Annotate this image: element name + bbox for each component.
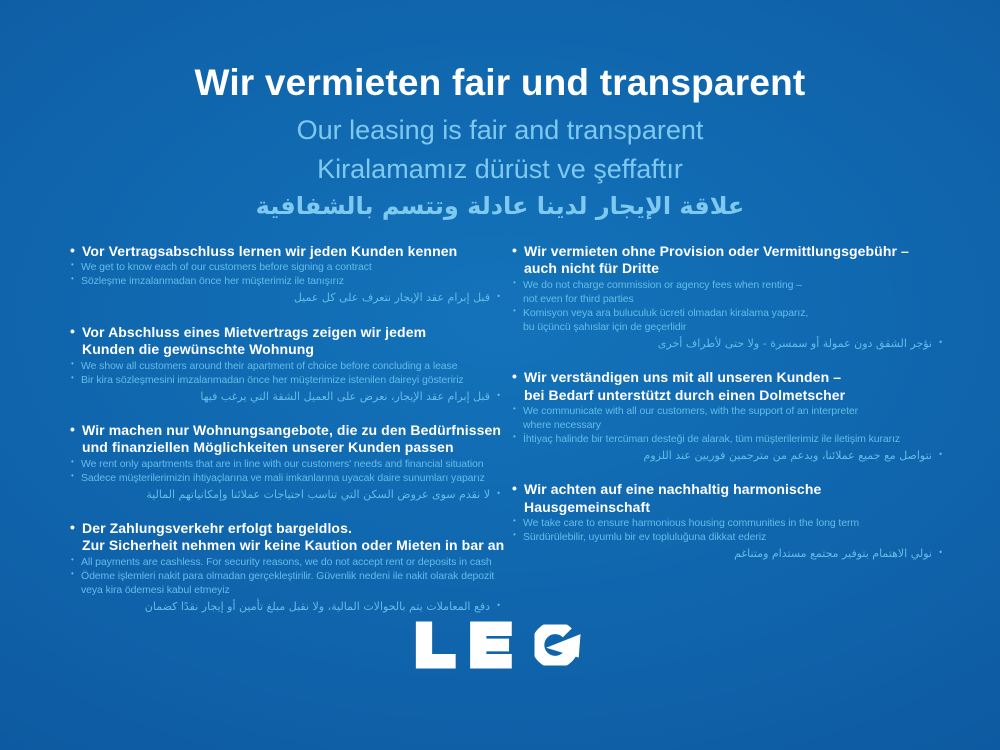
heading-german-line-text: Vor Abschluss eines Mietvertrags zeigen wir jedem — [82, 323, 427, 340]
right-column — [512, 243, 944, 632]
text-english-line-text: where necessary — [523, 419, 601, 432]
text-turkish-line-text: Ödeme işlemleri nakit para olmadan gerçekleştirilir. Güvenlik nedeni ile nakit olarak depozit — [81, 569, 495, 582]
heading-german-line-text: bei Bedarf unterstützt durch einen Dolmetscher — [524, 386, 846, 403]
bullet-icon: • — [512, 480, 518, 497]
title-german: Wir vermieten fair und transparent — [194, 62, 806, 103]
bullet-icon: • — [496, 292, 501, 302]
bullet-icon: • — [512, 242, 518, 258]
heading-german-line-text: Wir achten auf eine nachhaltig harmonische — [524, 481, 822, 498]
bullet-icon: • — [496, 600, 501, 610]
text-english-line-text: We show all customers around their apartment of choice before concluding a lease — [81, 359, 458, 372]
heading-german-line-text: auch nicht für Dritte — [524, 260, 660, 277]
heading-german-line — [70, 422, 502, 439]
heading-german-line-text: Wir machen nur Wohnungsangebote, die zu den Bedürfnissen — [82, 421, 502, 438]
bullet-icon: • — [71, 274, 74, 284]
bullet-icon: • — [70, 322, 76, 339]
bullet-icon: • — [938, 548, 943, 558]
heading-german-line-text: und finanziellen Möglichkeiten unserer Kunden passen — [82, 439, 454, 456]
heading-german-line — [70, 520, 502, 537]
text-arabic-line-text: دفع المعاملات يتم بالحوالات المالية، ولا نقبل مبلغ تأمين أو إيجار نقدًا كضمان — [144, 599, 490, 613]
text-english-line — [512, 292, 944, 306]
text-arabic-line — [70, 291, 502, 305]
text-arabic-line-text: نتواصل مع جميع عملائنا، وبدعم من مترجمين فوريين عند اللزوم — [643, 449, 932, 463]
text-arabic-line — [70, 390, 502, 404]
text-english-line-text: We rent only apartments that are in line with our customers' needs and financial situation — [81, 457, 484, 470]
text-turkish-line — [512, 432, 944, 446]
text-arabic-line — [70, 488, 502, 502]
text-arabic-line — [512, 337, 944, 351]
text-english-line — [512, 278, 944, 292]
bullet-icon: • — [938, 337, 943, 347]
bullet-icon: • — [513, 530, 516, 540]
bullet-icon: • — [70, 242, 76, 258]
left-column — [70, 242, 505, 632]
text-arabic-line-text: قبل إبرام عقد الإيجار نتعرف على كل عميل — [293, 291, 490, 305]
text-english-line — [512, 404, 944, 418]
bullet-item — [512, 369, 944, 463]
text-turkish-line — [70, 373, 502, 387]
text-turkish-line-text: Sözleşme imzalanmadan önce her müşterimiz ile tanışırız — [81, 275, 344, 288]
text-arabic-line-text: لا نقدم سوى عروض السكن التي تناسب احتياجات عملائنا وإمكانياتهم المالية — [146, 487, 490, 501]
heading-german-line — [512, 243, 944, 260]
heading-german-line — [70, 324, 502, 341]
bullet-icon: • — [513, 516, 516, 526]
bullet-icon: • — [513, 305, 516, 315]
bullet-icon: • — [71, 470, 74, 480]
text-english-line — [70, 359, 502, 373]
heading-german-line — [70, 537, 505, 554]
heading-german-line — [512, 260, 944, 277]
text-english-line-text: All payments are cashless. For security reasons, we do not accept rent or deposits in cash — [81, 555, 492, 568]
text-english-line — [512, 516, 944, 530]
text-turkish-line-text: Bir kira sözleşmesini imzalanmadan önce her müşterimize istenilen daireyi gösteririz — [81, 373, 464, 386]
text-arabic-line-text: نولي الاهتمام بتوفير مجتمع مستدام ومتناغم — [734, 547, 932, 561]
heading-german-line — [70, 341, 502, 358]
bullet-icon: • — [71, 260, 74, 270]
text-english-line — [512, 418, 944, 432]
bullet-item — [512, 481, 944, 561]
bullet-item — [70, 519, 505, 614]
title-arabic: علاقة الإيجار لدينا عادلة وتتسم بالشفافية — [255, 192, 745, 220]
bullet-icon: • — [938, 450, 943, 460]
bullet-icon: • — [512, 368, 518, 385]
bullet-icon: • — [513, 432, 516, 442]
text-turkish-line — [70, 569, 502, 583]
text-english-line — [70, 457, 502, 471]
text-turkish-line — [512, 306, 944, 320]
bullet-columns — [70, 243, 944, 632]
title-turkish: Kiralamamız dürüst ve şeffaftır — [317, 154, 683, 184]
text-arabic-line — [512, 449, 944, 463]
bullet-icon: • — [71, 456, 74, 466]
text-turkish-line-text: veya kira ödemesi kabul etmeyiz — [81, 583, 230, 596]
text-turkish-line-text: Sürdürülebilir, uyumlu bir ev topluluğuna dikkat ederiz — [523, 531, 767, 544]
bullet-item — [70, 422, 502, 502]
heading-german-line — [512, 387, 944, 404]
heading-german-line — [70, 439, 502, 456]
heading-german-line-text: Hausgemeinschaft — [524, 498, 651, 515]
bullet-item — [70, 243, 502, 306]
bullet-icon: • — [71, 358, 74, 368]
heading-german-line — [512, 499, 944, 516]
text-turkish-line-text: Komisyon veya ara buluculuk ücreti olmadan kiralama yaparız, — [523, 306, 809, 319]
bullet-icon: • — [496, 390, 501, 400]
bullet-icon: • — [496, 488, 501, 498]
heading-german-line-text: Kunden die gewünschte Wohnung — [82, 341, 315, 358]
text-english-line-text: We do not charge commission or agency fees when renting – — [523, 278, 802, 291]
text-english-line-text: not even for third parties — [523, 292, 634, 305]
heading-german-line-text: Der Zahlungsverkehr erfolgt bargeldlos. — [82, 520, 352, 537]
heading-german-line — [512, 481, 944, 498]
text-english-line — [70, 555, 502, 569]
text-turkish-line — [512, 320, 944, 334]
logo-letter-l — [416, 621, 456, 668]
text-turkish-line-text: bu üçüncü şahıslar için de geçerlidir — [523, 320, 687, 333]
text-turkish-line-text: İhtiyaç halinde bir tercüman desteği de alarak, tüm müşterilerimiz ile iletişim kurarız — [523, 433, 901, 446]
heading-german-line-text: Vor Vertragsabschluss lernen wir jeden Kunden kennen — [82, 243, 458, 259]
text-english-line — [70, 260, 502, 274]
text-turkish-line-text: Sadece müşterilerimizin ihtiyaçlarına ve mali imkanlarına uyacak daire sunumları yaparız — [81, 471, 485, 484]
bullet-icon: • — [71, 554, 74, 564]
title-english: Our leasing is fair and transparent — [296, 115, 704, 145]
bullet-icon: • — [71, 372, 74, 382]
bullet-icon: • — [513, 403, 516, 413]
text-english-line-text: We communicate with all our customers, with the support of an interpreter — [523, 404, 859, 417]
text-turkish-line — [70, 583, 502, 597]
leg-logo-graphic — [405, 616, 595, 674]
heading-german-line-text: Wir vermieten ohne Provision oder Vermittlungsgebühr – — [524, 243, 909, 259]
text-turkish-line — [512, 530, 944, 544]
text-turkish-line — [70, 471, 502, 485]
leg-logo — [0, 616, 1000, 674]
bullet-icon: • — [513, 277, 516, 287]
bullet-item — [70, 324, 502, 404]
heading-german-line-text: Wir verständigen uns mit all unseren Kunden – — [524, 369, 842, 386]
header — [0, 62, 1000, 220]
bullet-icon: • — [71, 568, 74, 578]
text-arabic-line-text: قبل إبرام عقد الإيجار، نعرض على العميل الشقة التي يرغب فيها — [200, 389, 490, 403]
logo-letter-e — [470, 621, 512, 668]
text-turkish-line — [70, 274, 502, 288]
heading-german-line — [512, 369, 944, 386]
text-arabic-line — [512, 547, 944, 561]
heading-german-line — [70, 243, 502, 260]
heading-german-line-text: Zur Sicherheit nehmen wir keine Kaution oder Mieten in bar an — [82, 537, 505, 554]
text-english-line-text: We get to know each of our customers before signing a contract — [81, 261, 372, 274]
text-arabic-line — [70, 600, 502, 614]
text-english-line-text: We take care to ensure harmonious housing communities in the long term — [523, 517, 859, 530]
text-arabic-line-text: نؤجر الشقق دون عمولة أو سمسرة - ولا حتى لأطراف أخرى — [657, 336, 932, 350]
bullet-item — [512, 243, 944, 351]
bullet-icon: • — [70, 519, 76, 536]
bullet-icon: • — [70, 420, 76, 437]
